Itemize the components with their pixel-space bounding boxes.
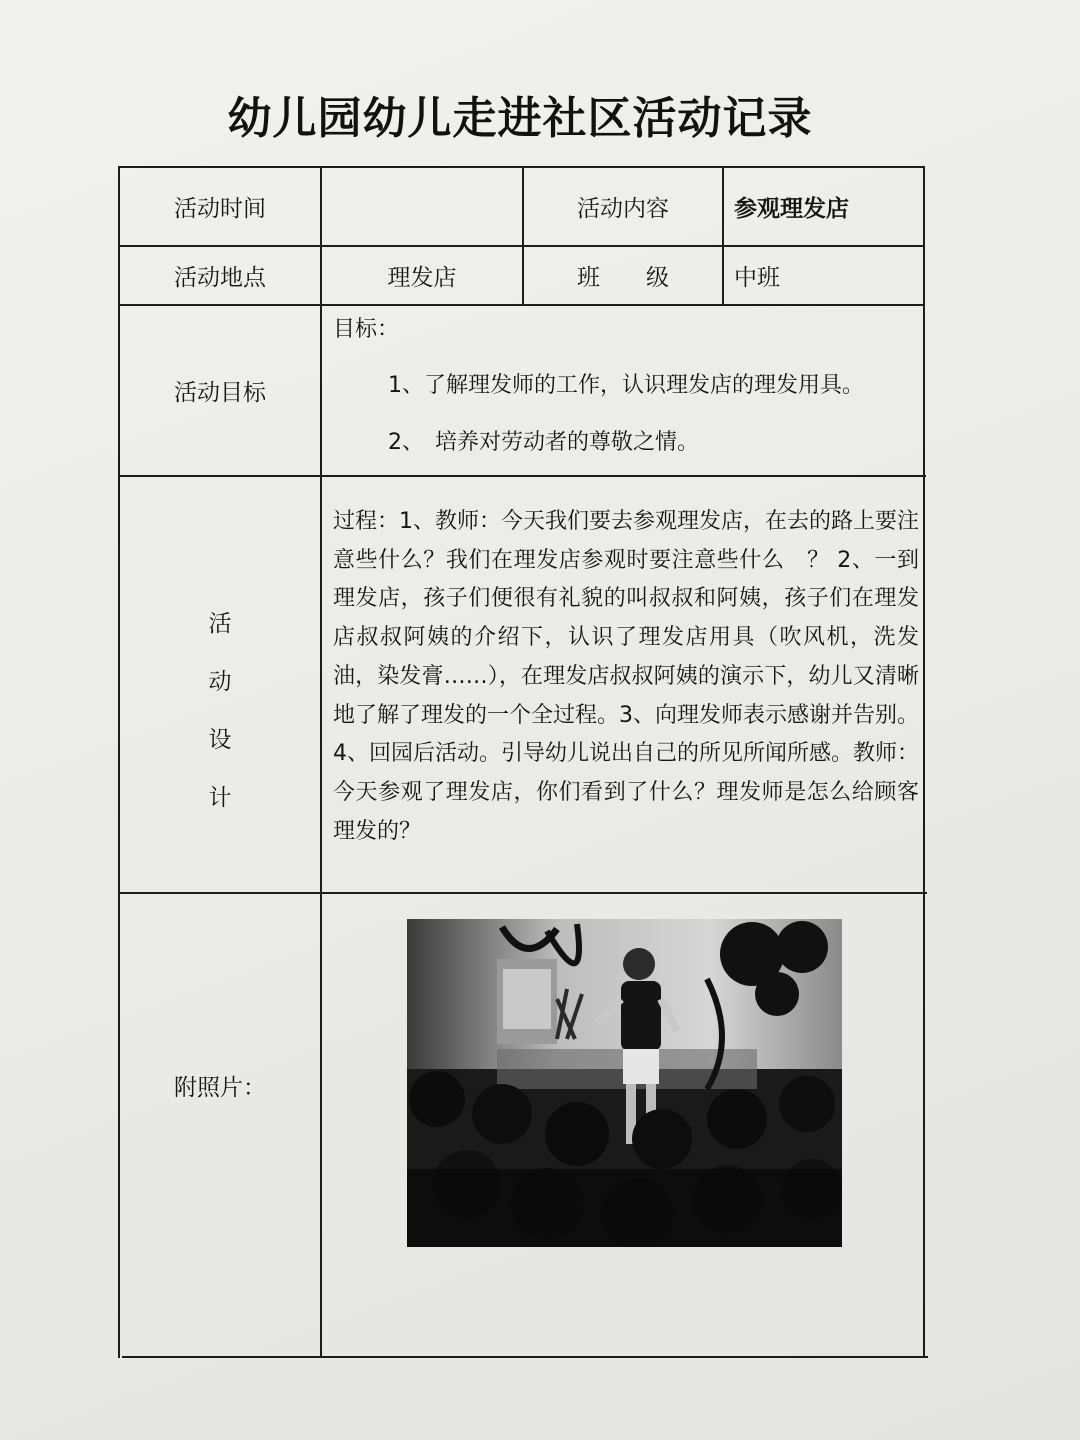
- photo-label: 附照片：: [174, 1074, 266, 1101]
- goal-item-2: 2、 培养对劳动者的尊敬之情。: [388, 430, 699, 455]
- time-value: [322, 168, 522, 245]
- table-row-divider: [119, 475, 926, 477]
- goal-item-1: 1、了解理发师的工作，认识理发店的理发用具。: [388, 373, 864, 398]
- class-value: 中班: [734, 265, 780, 291]
- design-label-char: 动: [208, 669, 232, 695]
- content-label: 活动内容: [577, 196, 669, 222]
- location-label: 活动地点: [174, 265, 266, 291]
- design-label-char: 设: [208, 727, 232, 753]
- table-column-divider: [722, 166, 724, 305]
- content-value: 参观理发店: [734, 196, 849, 222]
- location-value: 理发店: [387, 265, 457, 291]
- design-label-char: 活: [208, 611, 232, 637]
- goal-intro: 目标：: [333, 317, 400, 342]
- table-row-divider: [120, 892, 927, 894]
- table-column-divider: [320, 166, 322, 1358]
- design-process-text: 过程：1、教师：今天我们要去参观理发店，在去的路上要注意些什么？我们在理发店参观时要注意些什么 ？ 2、一到理发店，孩子们便很有礼貌的叫叔叔和阿姨，孩子们在理发店叔叔阿姨的介绍下，认识了理发店用具（吹风机，洗发油，染发膏……），在理发店叔叔阿姨的演示下，幼儿又清晰地了解了理发的一个全过程。3、向理发师表示感谢并告别。4、回园后活动。引导幼儿说出自己的所见所闻所感。教师：今天参观了理发店，你们看到了什么？理发师是怎么给顾客理发的？: [333, 509, 919, 844]
- class-label: 班 级: [577, 265, 669, 291]
- design-label-char: 计: [208, 785, 232, 811]
- table-border-bottom: [122, 1356, 928, 1358]
- activity-photo: [407, 919, 842, 1247]
- table-border-right: [923, 166, 925, 1358]
- goal-label: 活动目标: [174, 380, 266, 406]
- document-title: 幼儿园幼儿走进社区活动记录: [227, 93, 813, 144]
- activity-photo-illustration: [407, 919, 842, 1247]
- time-label: 活动时间: [174, 196, 266, 222]
